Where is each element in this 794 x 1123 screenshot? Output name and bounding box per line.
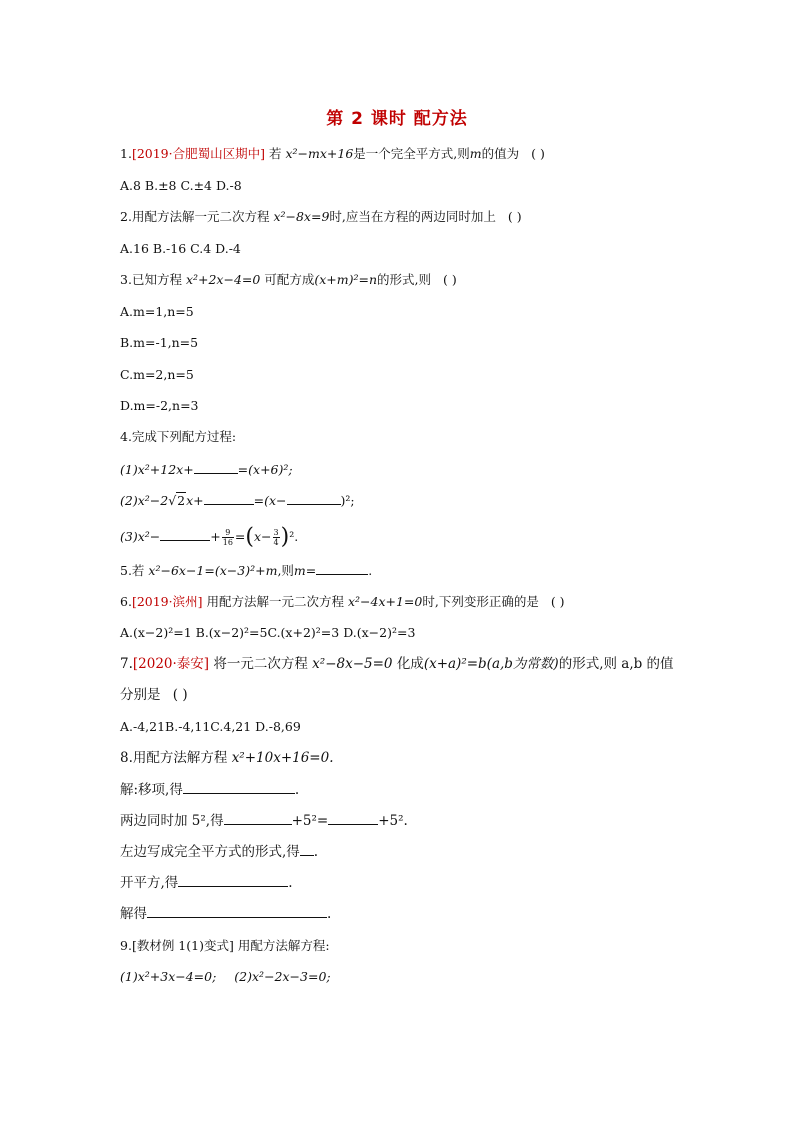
answer-blank[interactable] [147,905,327,918]
answer-paren: ( ) [172,687,188,703]
question-2-options: A.16 B.-16 C.4 D.-4 [120,241,241,256]
answer-paren: ( ) [507,209,522,224]
answer-blank[interactable] [328,812,378,825]
question-9-parts: (1)x²+3x−4=0; (2)x²−2x−3=0; [120,969,331,984]
question-8-step-2: 两边同时加 5²,得 +5²= +5². [120,813,408,829]
question-6-options: A.(x−2)²=1 B.(x−2)²=5C.(x+2)²=3 D.(x−2)²=3 [120,625,416,640]
question-3-option-d: D.m=-2,n=3 [120,398,199,413]
answer-paren: ( ) [531,146,545,161]
question-9: 9.[教材例 1(1)变式] 用配方法解方程: [120,938,330,953]
question-3-option-a: A.m=1,n=5 [120,304,194,319]
question-7: 7.[2020·泰安] 将一元二次方程 x²−8x−5=0 化成(x+a)²=b(a,b为常数)的形式,则 a,b 的值 [120,656,674,672]
fraction: $\frac{3}{4}$ [273,528,279,547]
question-source: [2019·合肥蜀山区期中] [131,146,265,161]
answer-blank[interactable] [204,492,254,505]
question-6: 6.[2019·滨州] 用配方法解一元二次方程 x²−4x+1=0时,下列变形正确的是 ( ) [120,594,565,609]
answer-blank[interactable] [194,461,238,474]
question-8-step-1: 解:移项,得 . [120,782,300,798]
question-7-line-2: 分别是 ( ) [120,687,188,703]
question-3: 3.已知方程 x²+2x−4=0 可配方成(x+m)²=n的形式,则 ( ) [120,272,457,287]
question-1-options: A.8 B.±8 C.±4 D.-8 [120,178,242,193]
question-4-title: 4.完成下列配方过程: [120,429,237,444]
answer-blank[interactable] [178,874,288,887]
fraction: $\frac{9}{16}$ [222,528,233,547]
answer-blank[interactable] [224,812,292,825]
answer-blank[interactable] [183,781,295,794]
answer-blank[interactable] [287,492,341,505]
question-8-step-3: 左边写成完全平方式的形式,得 . [120,844,319,860]
question-8: 8.用配方法解方程 x²+10x+16=0. [120,750,334,766]
question-8-step-5: 解得 . [120,906,332,922]
question-3-option-c: C.m=2,n=5 [120,367,194,382]
answer-paren: ( ) [550,594,565,609]
answer-blank[interactable] [300,843,314,856]
question-4-part-2: (2)x²−2√2x+ =(x− )²; [120,493,355,508]
question-1: 1.[2019·合肥蜀山区期中] 若 x²−mx+16是一个完全平方式,则m的值为 ( ) [120,146,545,161]
answer-blank[interactable] [316,562,368,575]
question-4-part-3: (3)x²− + $\frac{9}{16}$ =(x− $\frac{3}{4}$ )². [120,524,299,550]
answer-paren: ( ) [442,272,457,287]
question-source: [2020·泰安] [132,656,210,672]
question-8-step-4: 开平方,得 . [120,875,293,891]
question-5: 5.若 x²−6x−1=(x−3)²+m,则m= . [120,563,373,578]
question-2: 2.用配方法解一元二次方程 x²−8x=9时,应当在方程的两边同时加上 ( ) [120,209,522,224]
question-source: [2019·滨州] [131,594,203,609]
sqrt-symbol: √ [168,493,177,508]
question-4-part-1: (1)x²+12x+ =(x+6)²; [120,462,293,477]
page-title: 第 2 课时 配方法 [326,109,468,129]
question-7-options: A.-4,21B.-4,11C.4,21 D.-8,69 [120,719,301,734]
answer-blank[interactable] [160,528,210,541]
question-3-option-b: B.m=-1,n=5 [120,335,199,350]
